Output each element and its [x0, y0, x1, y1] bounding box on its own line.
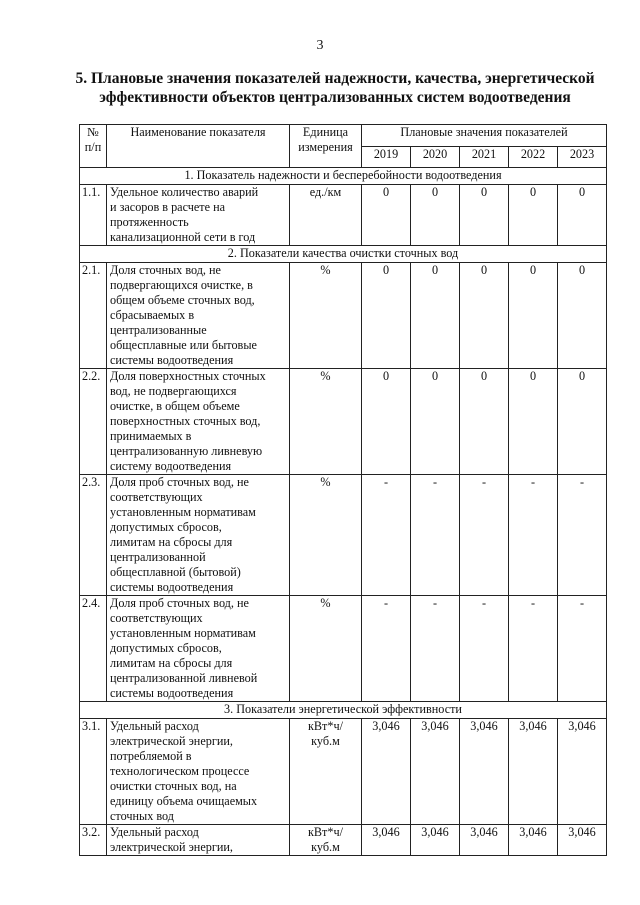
indicator-name [107, 825, 290, 856]
planned-value: 3,046 [509, 719, 558, 825]
unit-line: % [320, 369, 331, 383]
section-row [80, 168, 607, 185]
header-year: 2022 [509, 147, 558, 168]
indicator-name [107, 263, 290, 369]
indicator-name [107, 185, 290, 246]
planned-value: 0 [509, 185, 558, 246]
header-unit-line: измерения [298, 140, 353, 154]
planned-value: - [509, 596, 558, 702]
planned-value: 0 [362, 263, 411, 369]
planned-value: 0 [411, 263, 460, 369]
table-row [80, 263, 607, 369]
unit-of-measure [290, 185, 362, 246]
indicator-name-line: лимитам на сбросы для [110, 656, 233, 670]
unit-line: куб.м [311, 734, 340, 748]
indicator-name [107, 475, 290, 596]
planned-value: 3,046 [509, 825, 558, 856]
indicator-name-line: системы водоотведения [110, 686, 234, 700]
header-planned-values: Плановые значения показателей [362, 125, 607, 147]
planned-value: - [411, 475, 460, 596]
indicator-name-line: технологическом процессе [110, 764, 250, 778]
indicators-table [79, 124, 607, 856]
unit-line: % [320, 596, 331, 610]
header-year: 2021 [460, 147, 509, 168]
unit-line: % [320, 475, 331, 489]
indicator-name-line: общем объеме сточных вод, [110, 293, 255, 307]
planned-value: 3,046 [362, 719, 411, 825]
planned-value: 3,046 [460, 825, 509, 856]
indicator-name-line: Доля проб сточных вод, не [110, 596, 249, 610]
indicator-name-line: централизованной ливневой [110, 671, 258, 685]
row-number: 3.2. [80, 825, 107, 856]
planned-value: - [509, 475, 558, 596]
header-year: 2020 [411, 147, 460, 168]
indicator-name-line: Удельное количество аварий [110, 185, 259, 199]
header-number-line: п/п [84, 140, 102, 154]
indicator-name-line: соответствующих [110, 490, 203, 504]
section-title: 3. Показатели энергетической эффективности [80, 702, 607, 719]
planned-value: 0 [558, 185, 607, 246]
indicator-name-line: соответствующих [110, 611, 203, 625]
indicator-name-line: системы водоотведения [110, 580, 234, 594]
indicator-name-line: лимитам на сбросы для [110, 535, 233, 549]
indicator-name-line: и засоров в расчете на [110, 200, 226, 214]
indicator-name-line: централизованную ливневую [110, 444, 263, 458]
header-number [80, 125, 107, 168]
indicator-name-line: Доля проб сточных вод, не [110, 475, 249, 489]
planned-value: 0 [509, 263, 558, 369]
unit-line: ед./км [309, 185, 342, 199]
unit-line: куб.м [311, 840, 340, 854]
planned-value: 3,046 [362, 825, 411, 856]
unit-line: кВт*ч/ [308, 719, 343, 733]
indicator-name-line: единицу объема очищаемых [110, 794, 258, 808]
planned-value: 3,046 [411, 825, 460, 856]
section-row [80, 246, 607, 263]
planned-value: 3,046 [411, 719, 460, 825]
planned-value: - [411, 596, 460, 702]
indicator-name-line: сточных вод [110, 809, 174, 823]
indicator-name-line: очистки сточных вод, на [110, 779, 237, 793]
indicator-name-line: допустимых сбросов, [110, 641, 222, 655]
planned-value: 0 [411, 369, 460, 475]
row-number: 2.2. [80, 369, 107, 475]
indicator-name [107, 719, 290, 825]
heading-line-1: 5. Плановые значения показателей надежности, качества, энергетической [75, 70, 595, 87]
planned-value: 0 [509, 369, 558, 475]
indicator-name-line: общесплавные или бытовые [110, 338, 257, 352]
indicator-name-line: поверхностных сточных вод, [110, 414, 261, 428]
indicator-name-line: вод, не подвергающихся [110, 384, 237, 398]
header-number-line: № [87, 125, 99, 139]
table-row [80, 185, 607, 246]
planned-value: 3,046 [558, 719, 607, 825]
row-number: 3.1. [80, 719, 107, 825]
planned-value: - [558, 596, 607, 702]
header-indicator-name: Наименование показателя [107, 125, 290, 168]
section-title: 1. Показатель надежности и бесперебойности водоотведения [80, 168, 607, 185]
header-unit [290, 125, 362, 168]
planned-value: 0 [558, 369, 607, 475]
table-row [80, 475, 607, 596]
indicator-name-line: системы водоотведения [110, 353, 234, 367]
planned-value: - [362, 596, 411, 702]
unit-of-measure [290, 475, 362, 596]
section-row [80, 702, 607, 719]
indicator-name-line: подвергающихся очистке, в [110, 278, 253, 292]
indicator-name [107, 369, 290, 475]
planned-value: - [460, 475, 509, 596]
planned-value: - [362, 475, 411, 596]
planned-value: 3,046 [460, 719, 509, 825]
header-unit-line: Единица [302, 125, 349, 139]
row-number: 2.4. [80, 596, 107, 702]
indicator-name-line: допустимых сбросов, [110, 520, 222, 534]
planned-value: 0 [411, 185, 460, 246]
planned-value: 0 [362, 369, 411, 475]
planned-value: 0 [362, 185, 411, 246]
unit-line: % [320, 263, 331, 277]
table-row [80, 719, 607, 825]
indicator-name-line: электрической энергии, [110, 734, 233, 748]
unit-of-measure [290, 596, 362, 702]
indicator-name-line: установленным нормативам [110, 505, 256, 519]
indicator-name-line: установленным нормативам [110, 626, 256, 640]
indicator-name-line: канализационной сети в год [110, 230, 256, 244]
indicator-name [107, 596, 290, 702]
indicator-name-line: Удельный расход [110, 825, 199, 839]
page-heading [70, 69, 600, 107]
indicator-name-line: общесплавной (бытовой) [110, 565, 241, 579]
planned-value: 0 [460, 185, 509, 246]
row-number: 1.1. [80, 185, 107, 246]
indicator-name-line: Доля сточных вод, не [110, 263, 221, 277]
planned-value: 0 [558, 263, 607, 369]
section-title: 2. Показатели качества очистки сточных вод [80, 246, 607, 263]
row-number: 2.1. [80, 263, 107, 369]
indicator-name-line: централизованной [110, 550, 206, 564]
unit-of-measure [290, 825, 362, 856]
indicator-name-line: централизованные [110, 323, 207, 337]
page-number: 3 [316, 38, 324, 53]
planned-value: - [558, 475, 607, 596]
planned-value: 3,046 [558, 825, 607, 856]
planned-value: 0 [460, 263, 509, 369]
table-row [80, 825, 607, 856]
indicator-name-line: Удельный расход [110, 719, 199, 733]
header-year: 2023 [558, 147, 607, 168]
row-number: 2.3. [80, 475, 107, 596]
indicator-name-line: принимаемых в [110, 429, 192, 443]
table-row [80, 369, 607, 475]
indicator-name-line: сбрасываемых в [110, 308, 195, 322]
planned-value: - [460, 596, 509, 702]
unit-of-measure [290, 719, 362, 825]
header-year: 2019 [362, 147, 411, 168]
indicator-name-line: протяженность [110, 215, 189, 229]
table-row [80, 596, 607, 702]
heading-line-2: эффективности объектов централизованных систем водоотведения [99, 89, 571, 106]
indicator-name-line: потребляемой в [110, 749, 192, 763]
planned-value: 0 [460, 369, 509, 475]
indicator-name-line: систему водоотведения [110, 459, 232, 473]
indicator-name-line: очистке, в общем объеме [110, 399, 240, 413]
unit-of-measure [290, 369, 362, 475]
indicator-name-line: электрической энергии, [110, 840, 233, 854]
indicator-name-line: Доля поверхностных сточных [110, 369, 266, 383]
unit-of-measure [290, 263, 362, 369]
unit-line: кВт*ч/ [308, 825, 343, 839]
